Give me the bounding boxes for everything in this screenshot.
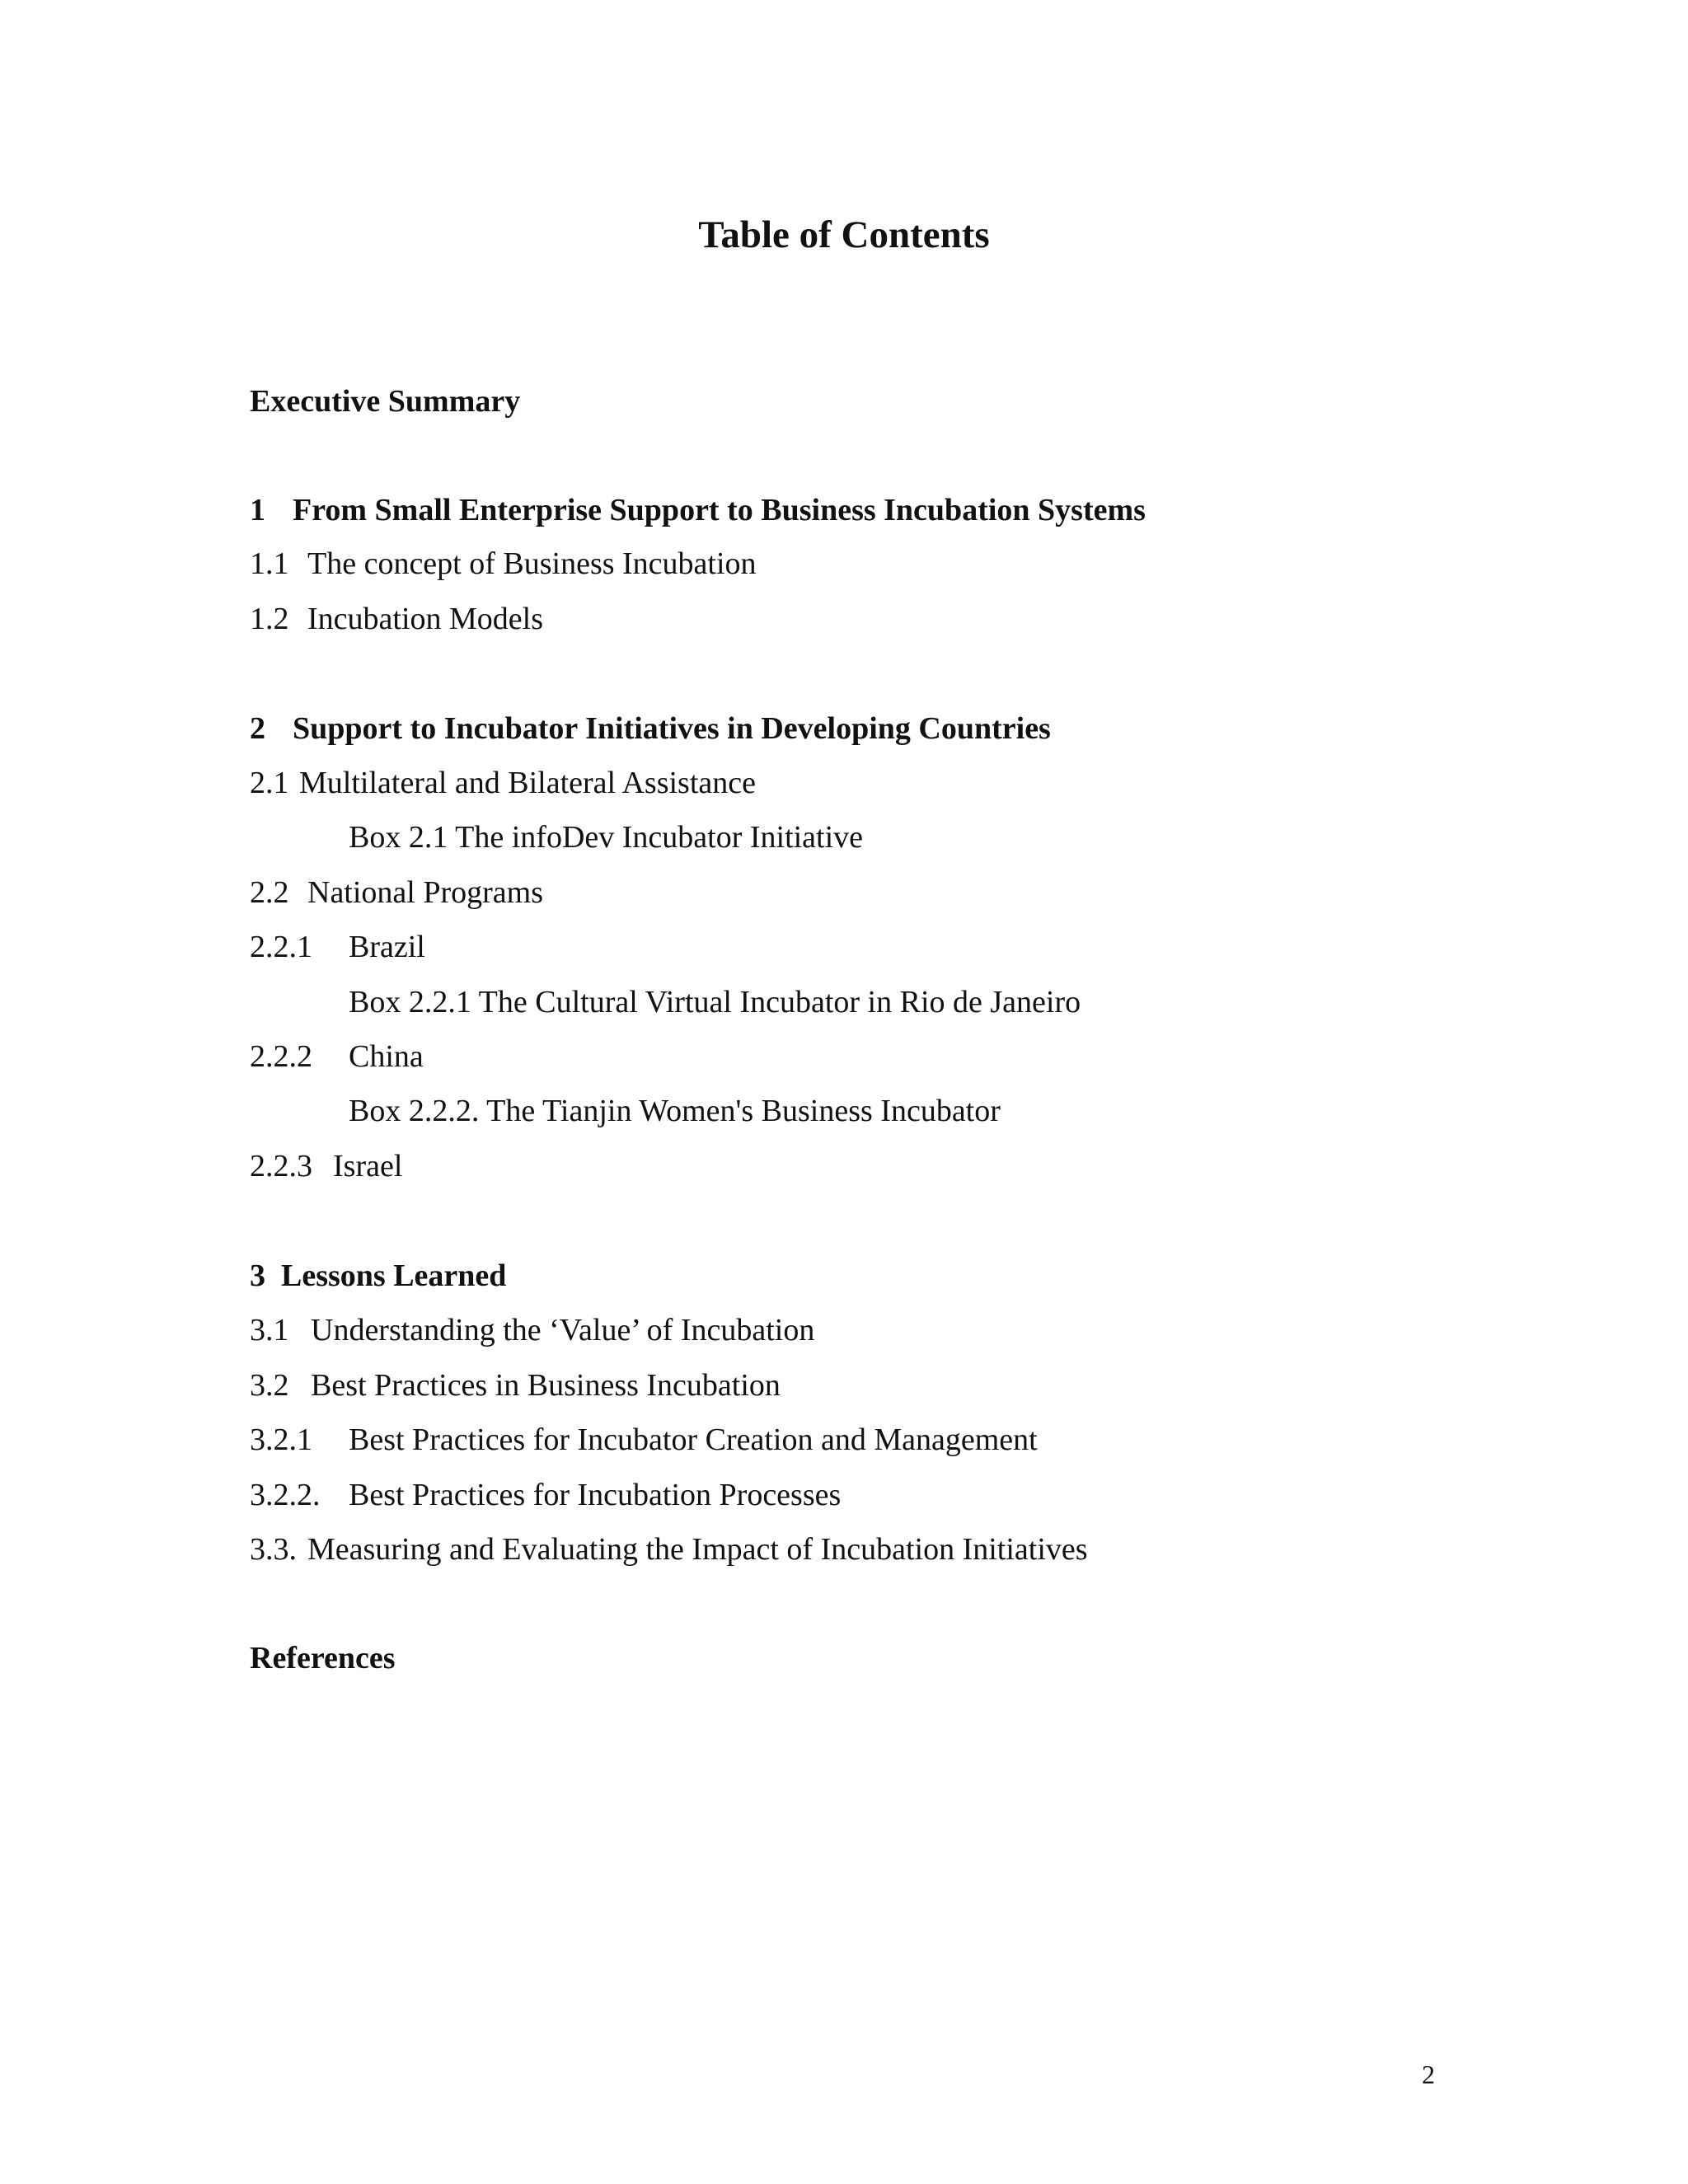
toc-title: Measuring and Evaluating the Impact of Incubation Initiatives: [307, 1532, 1088, 1567]
toc-number: 2: [250, 711, 265, 746]
toc-section-3-3[interactable]: [250, 1530, 1088, 1569]
toc-number: 2.2.1: [250, 930, 312, 964]
toc-section-2-2-1[interactable]: [250, 927, 425, 967]
toc-number: 2.2.2: [250, 1039, 312, 1074]
toc-section-2-1[interactable]: [250, 763, 756, 803]
toc-number: 2.2.3: [250, 1149, 312, 1183]
toc-section-2-2[interactable]: [250, 873, 543, 912]
toc-title: Best Practices for Incubation Processes: [349, 1478, 842, 1512]
toc-number: 1.2: [250, 602, 289, 636]
toc-section-2-2-2[interactable]: [250, 1037, 424, 1076]
toc-title: Support to Incubator Initiatives in Developing Countries: [293, 711, 1051, 746]
toc-title: National Programs: [307, 875, 544, 910]
toc-section-3-2-2[interactable]: [250, 1475, 841, 1515]
toc-section-2-2-3[interactable]: [250, 1146, 402, 1186]
toc-chapter-3[interactable]: [250, 1256, 506, 1296]
toc-number: 3.2.2.: [250, 1478, 321, 1512]
page-number: 2: [1422, 2060, 1435, 2089]
toc-executive-summary[interactable]: Executive Summary: [250, 384, 521, 419]
toc-box-2-2-1[interactable]: Box 2.2.1 The Cultural Virtual Incubator in Rio de Janeiro: [349, 985, 1081, 1019]
toc-section-3-2-1[interactable]: [250, 1420, 1038, 1460]
toc-title: Multilateral and Bilateral Assistance: [299, 766, 757, 800]
toc-title: Understanding the ‘Value’ of Incubation: [311, 1313, 815, 1347]
toc-number: 3: [250, 1258, 265, 1293]
toc-title: Incubation Models: [307, 602, 544, 636]
toc-title: Best Practices for Incubator Creation and Management: [349, 1422, 1038, 1457]
toc-number: 2.1: [250, 766, 289, 800]
toc-title: Best Practices in Business Incubation: [311, 1368, 781, 1403]
toc-title: The concept of Business Incubation: [307, 546, 757, 581]
toc-section-3-2[interactable]: [250, 1366, 781, 1405]
toc-title: Brazil: [349, 930, 425, 964]
toc-box-2-1[interactable]: Box 2.1 The infoDev Incubator Initiative: [349, 820, 864, 855]
toc-number: 1.1: [250, 546, 289, 581]
toc-section-1-2[interactable]: [250, 599, 543, 639]
toc-number: 3.2.1: [250, 1422, 312, 1457]
toc-number: 3.1: [250, 1313, 289, 1347]
toc-title: China: [349, 1039, 424, 1074]
toc-box-2-2-2[interactable]: Box 2.2.2. The Tianjin Women's Business Incubator: [349, 1094, 1001, 1128]
toc-title: Israel: [333, 1149, 403, 1183]
toc-references[interactable]: References: [250, 1641, 396, 1675]
toc-chapter-2[interactable]: [250, 709, 1051, 748]
toc-number: 2.2: [250, 875, 289, 910]
toc-title: From Small Enterprise Support to Business Incubation Systems: [293, 493, 1146, 527]
toc-number: 3.2: [250, 1368, 289, 1403]
toc-title: Lessons Learned: [281, 1258, 507, 1293]
toc-section-1-1[interactable]: [250, 544, 757, 583]
toc-number: 1: [250, 493, 265, 527]
toc-section-3-1[interactable]: [250, 1310, 814, 1350]
page-title: Table of Contents: [698, 213, 990, 256]
toc-number: 3.3.: [250, 1532, 297, 1567]
toc-chapter-1[interactable]: [250, 490, 1146, 530]
